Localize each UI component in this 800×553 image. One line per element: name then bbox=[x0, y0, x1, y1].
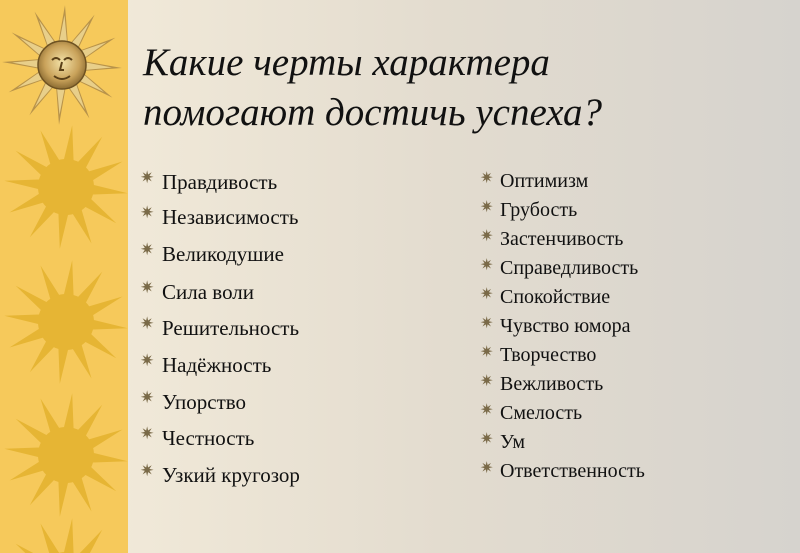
sun-sidebar bbox=[0, 0, 128, 553]
sun-icon bbox=[4, 125, 127, 248]
list-item-label: Ответственность bbox=[500, 460, 645, 482]
sun-icon bbox=[4, 518, 127, 553]
list-item bbox=[480, 431, 525, 454]
list-item bbox=[140, 426, 254, 451]
list-item bbox=[480, 460, 645, 483]
star-bullet-icon: ✷ bbox=[140, 314, 155, 333]
title-line-1: Какие черты характера bbox=[143, 41, 550, 84]
list-item-label: Грубость bbox=[500, 199, 578, 221]
list-item bbox=[140, 205, 298, 230]
sun-icon bbox=[4, 393, 127, 516]
list-item bbox=[140, 170, 277, 195]
sun-decoration-svg bbox=[0, 0, 128, 553]
star-bullet-icon: ✷ bbox=[140, 168, 155, 187]
list-item bbox=[140, 316, 299, 341]
list-item-label: Чувство юмора bbox=[500, 315, 631, 337]
list-item bbox=[480, 199, 577, 222]
list-item bbox=[140, 390, 246, 415]
list-item bbox=[480, 170, 588, 193]
star-bullet-icon: ✷ bbox=[480, 344, 494, 361]
sun-face-icon bbox=[2, 5, 122, 125]
list-item bbox=[140, 280, 254, 305]
star-bullet-icon: ✷ bbox=[480, 170, 494, 187]
star-bullet-icon: ✷ bbox=[140, 388, 155, 407]
star-bullet-icon: ✷ bbox=[140, 461, 155, 480]
list-item-label: Узкий кругозор bbox=[162, 463, 300, 487]
star-bullet-icon: ✷ bbox=[140, 278, 155, 297]
star-bullet-icon: ✷ bbox=[480, 257, 494, 274]
star-bullet-icon: ✷ bbox=[140, 203, 155, 222]
list-item bbox=[480, 402, 582, 425]
list-item-label: Ум bbox=[500, 431, 526, 453]
list-item bbox=[480, 228, 623, 251]
list-item bbox=[480, 286, 610, 309]
list-item-label: Смелость bbox=[500, 402, 583, 424]
slide-title bbox=[143, 38, 783, 138]
list-item bbox=[140, 242, 284, 267]
star-bullet-icon: ✷ bbox=[140, 351, 155, 370]
star-bullet-icon: ✷ bbox=[140, 424, 155, 443]
list-item-label: Спокойствие bbox=[500, 286, 611, 308]
list-item bbox=[480, 315, 630, 338]
star-bullet-icon: ✷ bbox=[480, 286, 494, 303]
list-item-label: Сила воли bbox=[162, 280, 255, 304]
list-item-label: Решительность bbox=[162, 316, 300, 340]
list-item bbox=[480, 344, 596, 367]
list-item bbox=[480, 257, 638, 280]
list-item-label: Застенчивость bbox=[500, 228, 624, 250]
list-item bbox=[140, 463, 300, 488]
list-item-label: Великодушие bbox=[162, 242, 284, 266]
star-bullet-icon: ✷ bbox=[480, 199, 494, 216]
list-item-label: Вежливость bbox=[500, 373, 604, 395]
sun-icon bbox=[4, 260, 127, 383]
star-bullet-icon: ✷ bbox=[140, 240, 155, 259]
list-item-label: Упорство bbox=[162, 390, 247, 414]
star-bullet-icon: ✷ bbox=[480, 373, 494, 390]
star-bullet-icon: ✷ bbox=[480, 431, 494, 448]
star-bullet-icon: ✷ bbox=[480, 228, 494, 245]
list-item-label: Честность bbox=[162, 426, 255, 450]
list-item-label: Надёжность bbox=[162, 353, 272, 377]
list-item-label: Справедливость bbox=[500, 257, 639, 279]
list-item-label: Творчество bbox=[500, 344, 597, 366]
list-item-label: Оптимизм bbox=[500, 170, 589, 192]
list-item bbox=[140, 353, 271, 378]
star-bullet-icon: ✷ bbox=[480, 460, 494, 477]
title-line-2: помогают достичь успеха? bbox=[143, 91, 603, 134]
star-bullet-icon: ✷ bbox=[480, 315, 494, 332]
star-bullet-icon: ✷ bbox=[480, 402, 494, 419]
list-item-label: Независимость bbox=[162, 205, 299, 229]
list-item bbox=[480, 373, 603, 396]
list-item-label: Правдивость bbox=[162, 170, 278, 194]
